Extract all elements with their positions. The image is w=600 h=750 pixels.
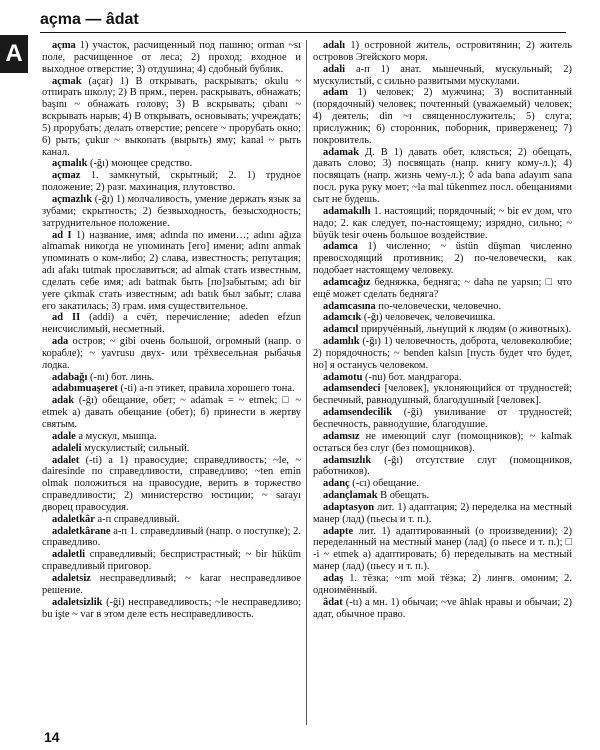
entry-headword: ad I <box>52 229 72 241</box>
dictionary-entry <box>42 40 301 76</box>
dictionary-entry <box>313 502 572 526</box>
entry-headword: adamcasına <box>323 300 376 312</box>
dictionary-entry <box>313 206 572 242</box>
dictionary-entry <box>313 312 572 324</box>
entry-headword: adamsendeci <box>323 383 381 395</box>
dictionary-entry <box>42 443 301 455</box>
right-column <box>313 40 572 725</box>
column-divider <box>306 40 307 725</box>
dictionary-entry <box>313 526 572 573</box>
entry-definition: 1) название, имя; adında по имени…; adını ağıza almamak никогда не упоминать [его] имени; adını anmak упоминать о ком-либо; 2) слава, известность; репутация; adı afakı tutmak прославиться; ad almak стать известным, сделать себе имя; adı batmak быть [по]забытым; adı bir yere çıkmak стать известным; adı batık был забыт; слава его закатилась; 3) грам. имя существительное. <box>42 229 301 312</box>
page-header <box>40 8 566 33</box>
entry-headword: adaletli <box>52 549 86 561</box>
dictionary-entry <box>313 64 572 88</box>
entry-headword: adapte <box>323 525 354 537</box>
entry-headword: adamcıl <box>323 324 359 336</box>
page-number: 14 <box>44 729 60 745</box>
dictionary-entry <box>42 372 301 384</box>
entry-definition: (-ti) а-п этикет, правила хорошего тона. <box>117 383 295 395</box>
entry-definition: мускулистый; сильный. <box>81 442 190 454</box>
dictionary-entry <box>313 597 572 621</box>
entry-definition: (-tı) а мн. 1) обычаи; ~ve âhlak нравы и обычаи; 2) адат, обычное право. <box>313 596 572 620</box>
entry-definition: (-ğı) 1) молчаливость, умение держать язык за зубами; скрытность; 2) безвыходность, безысходность; затруднительное положение. <box>42 193 301 229</box>
dictionary-entry <box>313 301 572 313</box>
dictionary-entry <box>313 277 572 301</box>
dictionary-entry <box>42 170 301 194</box>
dictionary-entry <box>42 514 301 526</box>
dictionary-entry <box>313 383 572 407</box>
entry-headword: açmak <box>52 75 82 87</box>
entry-headword: adançlamak <box>323 490 378 502</box>
dictionary-entry <box>313 241 572 277</box>
dictionary-entry <box>42 549 301 573</box>
left-column <box>42 40 301 725</box>
entry-definition: остров; ~ gibi очень большой, огромный (напр. о корабле); ~ yavrusu двух- или трёхвесельная рыбачья лодка. <box>42 336 301 371</box>
entry-definition: [человек], уклоняющийся от трудностей; беспечный, равнодушный, благодушный [человек]. <box>313 383 572 407</box>
dictionary-entry <box>313 87 572 146</box>
entry-definition: (-ti) а 1) правосудие; справедливость; ~le, ~ dairesinde по справедливости, справедливо; ~ten emin olmak положиться на правосудие, верить в торжество справедливости; 2) министерство юстиции; ~ sarayı дворец правосудия. <box>42 454 301 513</box>
entry-headword: ada <box>52 336 69 348</box>
dictionary-entry <box>42 383 301 395</box>
entry-definition: (-ğı) человечек, человечишка. <box>361 312 496 324</box>
dictionary-entry <box>313 573 572 597</box>
dictionary-entry <box>42 158 301 170</box>
entry-headword: açma <box>52 40 76 51</box>
entry-headword: adaleli <box>52 442 82 454</box>
entry-definition: а-п 1) анат. мышечный, мускульный; 2) мускулистый, с сильно развитыми мускулами. <box>313 63 572 87</box>
entry-headword: açmalık <box>52 158 88 170</box>
entry-headword: adak <box>52 395 75 407</box>
entry-headword: açmaz <box>52 170 81 182</box>
entry-definition: справедливый; беспристрастный; ~ bir hüküm справедливый приговор. <box>42 549 301 573</box>
entry-definition: (-nu) бот. мандрагора. <box>362 371 462 383</box>
entry-headword: âdat <box>323 596 343 608</box>
entry-headword: adamsızlık <box>323 454 372 466</box>
entry-headword: adaptasyon <box>323 501 375 513</box>
dictionary-entry <box>313 478 572 490</box>
dictionary-entry <box>313 147 572 206</box>
entry-headword: adaletkârane <box>52 525 111 537</box>
dictionary-entry <box>42 526 301 550</box>
entry-headword: adabımuaşeret <box>52 383 118 395</box>
entry-headword: adaletkâr <box>52 513 95 525</box>
entry-definition: 1) человек; 2) мужчина; 3) воспитанный (порядочный) человек; почтенный (уважаемый) человек; 4) деятель; din ~ı священнослужитель; 5) слуга; прислужник; 6) сторонник, поборник, приверженец; 7) покровитель. <box>313 87 572 146</box>
section-letter: A <box>5 40 23 67</box>
entry-headword: adalet <box>52 454 80 466</box>
entry-definition: приручённый, льнущий к людям (о животных). <box>358 324 572 336</box>
entry-definition: 1. настоящий; порядочный; ~ bir ev дом, что надо; 2. как следует, по-настоящему; изрядно, сильно; ~ büyük tesir очень большое воздействие. <box>313 205 572 241</box>
section-letter-tab <box>0 35 28 73</box>
entry-definition: лит. 1) адаптация; 2) переделка на местный манер (лад) (пьесы и т. п.). <box>313 501 572 525</box>
entry-headword: adam <box>323 87 348 99</box>
dictionary-entry <box>42 395 301 431</box>
entry-definition: несправедливый; ~ karar несправедливое решение. <box>42 572 301 596</box>
entry-headword: açmazlık <box>52 193 93 205</box>
entry-definition: (-cı) обещание. <box>349 478 419 490</box>
entry-definition: а-п справедливый. <box>94 513 180 525</box>
dictionary-entry <box>42 597 301 621</box>
entry-definition: не имеющий слуг (помощников); ~ kalmak остаться без слуг (без помощников). <box>313 430 572 454</box>
entry-headword: adamcık <box>323 312 362 324</box>
entry-definition: Д. В 1) давать обет, клясться; 2) обещать, давать слово; 3) посвящать (напр. книгу кому-л.); 4) посвящать (напр. жизнь чему-л.); ◊ ada bana adayım sana посл. рука руку моет; ~la mal tükenmez посл. обещаниями сыт не будешь. <box>313 146 572 205</box>
dictionary-entry <box>42 431 301 443</box>
entry-definition: В обещать. <box>377 490 430 502</box>
entry-definition: (addi) а счёт, перечисление; adeden efzun неисчислимый, несметный. <box>42 312 301 336</box>
dictionary-entry <box>313 372 572 384</box>
entry-headword: adali <box>323 63 346 75</box>
entry-headword: adale <box>52 430 76 442</box>
entry-definition: 1) островной житель, островитянин; 2) житель островов Эгейского моря. <box>313 40 572 63</box>
entry-headword: ad II <box>52 312 81 324</box>
dictionary-entry <box>313 431 572 455</box>
dictionary-entry <box>42 76 301 159</box>
entry-definition: (-nı) бот. линь. <box>87 371 155 383</box>
entry-definition: 1) численно; ~ üstün düşman численно превосходящий противник; 2) по-человечески, как подобает настоящему человеку. <box>313 241 572 277</box>
entry-headword: adamlık <box>323 336 360 348</box>
entry-definition: (-ğı) обещание, обет; ~ adamak = ~ etmek; □ ~ etmek а) давать обещание (обет); б) принести в жертву святым. <box>42 395 301 430</box>
dictionary-entry <box>313 490 572 502</box>
entry-definition: 1. замкнутый, скрытный; 2. 1) трудное положение; 2) разг. махинация, плутовство. <box>42 170 301 194</box>
entry-definition: (-ği) несправедливость; ~le несправедливо; bu işte ~ var в этом деле есть несправедливость. <box>42 596 301 620</box>
entry-definition: 1) участок, расчищенный под пашню; orman ~sı поле, расчищенное от леса; 2) проход; входное и выходное отверстие; 3) отдушина; 4) сдобный бублик. <box>42 40 301 75</box>
entry-headword: adamotu <box>323 371 363 383</box>
entry-definition: (-ğı) отсутствие слуг (помощников, работников). <box>313 454 572 478</box>
entry-headword: adalı <box>323 40 346 51</box>
entry-definition: по-человечески, человечно. <box>375 300 502 312</box>
dictionary-entry <box>42 230 301 313</box>
entry-headword: adaletsiz <box>52 572 91 584</box>
dictionary-entry <box>313 324 572 336</box>
entry-headword: adaş <box>323 572 344 584</box>
entry-headword: adamca <box>323 241 358 253</box>
entry-definition: (açar) 1) В открывать, раскрывать; okulu ~ отпирать школу; 2) В прям., перен. раскрывать, обнажать; başını ~ обнажать голову; 3) В вскрывать; çıbanı ~ вскрывать нарыв; 4) В открывать, основывать; учреждать; 5) прорубать; делать отверстие; pencere ~ прорубать окно; 6) рыть; çukur ~ выкопать (вырыть) яму; kanal ~ рыть канал. <box>42 75 301 158</box>
dictionary-entry <box>42 455 301 514</box>
running-head: açma — âdat <box>40 11 139 28</box>
dictionary-entry <box>42 573 301 597</box>
entry-definition: лит. 1) адаптированный (о произведении); 2) переделанный на местный манер (лад) (о пьесе и т. п.); □ -i ~ etmek а) адаптировать; б) переделывать на местный манер (лад) (пьесу и т. п.). <box>313 525 572 573</box>
entry-definition: а мускул, мышца. <box>75 430 157 442</box>
entry-definition: бедняжка, бедняга; ~ daha ne yapsın; □ что ещё может сделать бедняга? <box>313 276 572 300</box>
dictionary-entry <box>42 336 301 372</box>
entry-definition: (-ğı) моющее средство. <box>87 158 193 170</box>
entry-definition: 1. тёзка; ~ım мой тёзка; 2) лингв. омоним; 2. одноимённый. <box>313 572 572 596</box>
entry-definition: а-п 1. справедливый (напр. о поступке); 2. справедливо. <box>42 525 301 549</box>
dictionary-entry <box>313 40 572 64</box>
dictionary-entry <box>313 336 572 372</box>
entry-headword: adabağı <box>52 371 88 383</box>
entry-headword: adamsendecilik <box>323 407 393 419</box>
entry-headword: adamakıllı <box>323 205 371 217</box>
entry-headword: adaletsizlik <box>52 596 103 608</box>
entry-definition: (-ğı) 1) человечность, доброта, человеколюбие; 2) порядочность; ~ benden kalsın [пусть будет что будет, но] я останусь человеком. <box>313 336 572 371</box>
entry-headword: adamcağız <box>323 276 371 288</box>
entry-headword: adamsız <box>323 430 360 442</box>
entry-definition: (-ği) увиливание от трудностей; беспечность, равнодушие, благодушие. <box>313 407 572 430</box>
dictionary-entry <box>42 194 301 230</box>
dictionary-entry <box>313 455 572 479</box>
dictionary-entry <box>313 407 572 431</box>
dictionary-entry <box>42 312 301 336</box>
entry-headword: adamak <box>323 146 359 158</box>
entry-headword: adanç <box>323 478 350 490</box>
